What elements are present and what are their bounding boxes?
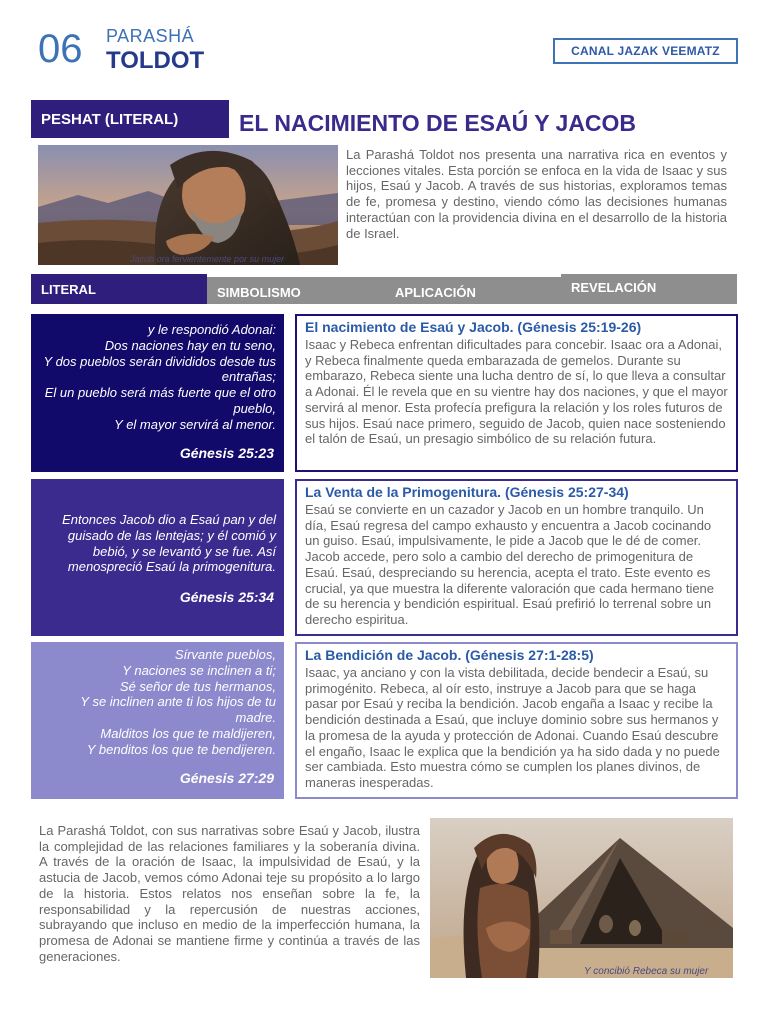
verse-line: Sírvante pueblos, bbox=[174, 647, 276, 662]
verse-line: Y se inclinen ante ti los hijos de tu madre. bbox=[80, 694, 276, 726]
tab-aplicacion[interactable]: APLICACIÓN bbox=[395, 284, 476, 300]
tab-literal[interactable]: LITERAL bbox=[31, 274, 207, 304]
verse-line: Sé señor de tus hermanos, bbox=[119, 678, 276, 694]
footer-caption: Y concibió Rebeca su mujer bbox=[584, 966, 709, 977]
intro-paragraph: La Parashá Toldot nos presenta una narrativa rica en eventos y lecciones vitales. Esta porción se enfoca en la vida de Isaac y sus hijos, Esaú y Jacob. A través de sus historias, exploramos temas de fe, promesa y destino, viendo cómo las decisiones humanas interactúan con la providencia divina en el desarrollo de la historia de Israel. bbox=[346, 147, 727, 241]
story-body: Isaac y Rebeca enfrentan dificultades para concebir. Isaac ora a Adonai, y Rebeca finalmente queda embarazada de gemelos. Durante su embarazo, Rebeca siente una lucha dentro de sí, lo que lleva a consultar a Adonai. Él le revela que en su vientre hay dos naciones, y que el mayor servirá al menor. Esta profecía prefigura la relación y los roles futuros de sus hijos. Esaú nace primero, seguido de Jacob, quien nace sosteniendo el talón de Esaú, un presagio simbólico de su relación futura. bbox=[305, 337, 728, 447]
story-heading: La Bendición de Jacob. (Génesis 27:1-28:5) bbox=[305, 647, 594, 663]
story-body: Esaú se convierte en un cazador y Jacob en un hombre tranquilo. Un día, Esaú regresa del campo exhausto y encuentra a Jacob cocinando un guiso. Esaú, impulsivamente, le pide a Jacob que le dé de comer. Jacob accede, pero solo a cambio del derecho de primogenitura de Esaú. Esaú, despreciando su herencia, acepta el trato. Este evento es crucial, ya que muestra la diferente valoración que cada hermano tiene de su herencia y bendición espiritual. Esaú prefirió lo terrenal sobre un derecho espiritua. bbox=[305, 502, 715, 627]
verse-reference: Génesis 25:23 bbox=[179, 445, 274, 461]
parasha-label: PARASHÁ bbox=[106, 26, 195, 46]
story-card bbox=[295, 642, 738, 799]
verse-line: El un pueblo será más fuerte que el otro pueblo, bbox=[44, 385, 276, 416]
verse-line: Malditos los que te maldijeren, bbox=[100, 725, 276, 741]
verse-box bbox=[31, 314, 284, 472]
verse-line: Entonces Jacob dio a Esaú pan y del guisado de las lentejas; y él comió y bebió, y se levantó y se fue. Así menospreció Esaú la primogenitura. bbox=[62, 512, 276, 575]
verse-reference: Génesis 27:29 bbox=[179, 770, 274, 786]
story-card bbox=[295, 314, 738, 472]
story-body: Isaac, ya anciano y con la vista debilitada, decide bendecir a Esaú, su primogénito. Rebeca, al oír esto, instruye a Jacob para que se haga pasar por Esaú y reciba la bendición. Jacob engaña a Isaac y recibe la bendición destinada a Esaú, que incluye dominio sobre sus hermanos y la promesa de la ayuda y protección de Adonai. Cuando Esaú descubre el engaño, Isaac le explica que la bendición ya ha sido dada y no puede ser cambiada. Esto muestra cómo se cumplen los planes divinos, de maneras inesperadas. bbox=[305, 665, 720, 790]
parasha-name: TOLDOT bbox=[106, 47, 205, 74]
hero-caption: Jacob ora fervientemente por su mujer bbox=[130, 254, 285, 264]
verse-line: Y naciones se inclinen a ti; bbox=[122, 662, 276, 678]
tab-bar bbox=[31, 274, 737, 304]
story-heading: El nacimiento de Esaú y Jacob. (Génesis 25:19-26) bbox=[305, 319, 642, 335]
verse-line: Y dos pueblos serán divididos desde tus entrañas; bbox=[43, 353, 276, 385]
verse-line: y le respondió Adonai: bbox=[147, 322, 276, 337]
tab-simbolismo[interactable]: SIMBOLISMO bbox=[217, 284, 301, 300]
verse-box bbox=[31, 479, 284, 636]
story-card bbox=[295, 479, 738, 636]
channel-badge: CANAL JAZAK VEEMATZ bbox=[553, 38, 738, 64]
rebeca-tent-image bbox=[430, 818, 733, 978]
verse-line: Y el mayor servirá al menor. bbox=[114, 416, 276, 432]
verse-reference: Génesis 25:34 bbox=[179, 589, 274, 605]
section-label: PESHAT (LITERAL) bbox=[31, 100, 229, 138]
parasha-number: 06 bbox=[38, 27, 83, 71]
closing-paragraph: La Parashá Toldot, con sus narrativas sobre Esaú y Jacob, ilustra la complejidad de las relaciones familiares y la soberanía divina. A través de la oración de Isaac, la impulsividad de Esaú, y la astucia de Jacob, vemos cómo Adonai teje su propósito a lo largo de la historia. Estos relatos nos enseñan sobre la fe, la responsabilidad y la repercusión de nuestras acciones, subrayando que incluso en medio de la imperfección humana, la promesa de Adonai se mantiene firme y continúa a través de las generaciones. bbox=[39, 823, 420, 964]
tab-revelacion[interactable]: REVELACIÓN bbox=[561, 274, 737, 301]
story-heading: La Venta de la Primogenitura. (Génesis 25:27-34) bbox=[305, 484, 629, 500]
page-title: EL NACIMIENTO DE ESAÚ Y JACOB bbox=[239, 110, 637, 136]
jacob-praying-image bbox=[38, 145, 338, 265]
verse-line: Y benditos los que te bendijeren. bbox=[86, 741, 276, 757]
verse-line: Dos naciones hay en tu seno, bbox=[104, 337, 276, 353]
verse-box bbox=[31, 642, 284, 799]
